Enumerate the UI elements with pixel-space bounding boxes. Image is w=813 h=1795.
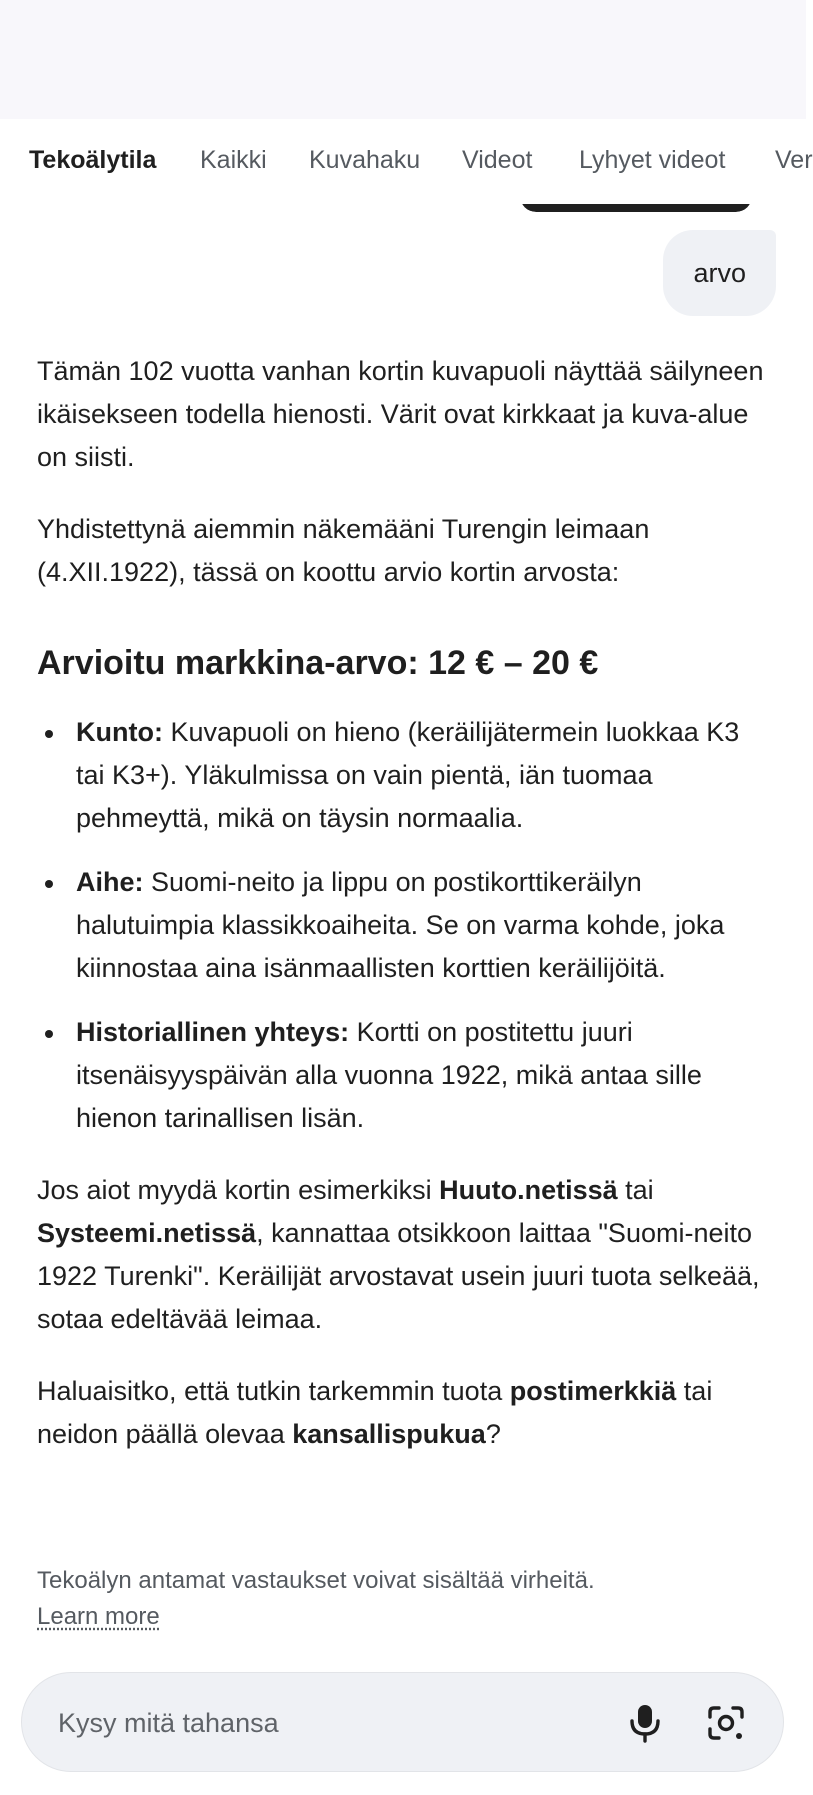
camera-lens-icon[interactable] xyxy=(706,1703,746,1743)
microphone-icon[interactable] xyxy=(627,1703,663,1743)
tab-short-videos[interactable]: Lyhyet videot xyxy=(579,146,726,174)
ask-anything-bar[interactable] xyxy=(21,1672,784,1772)
disclaimer-text: Tekoälyn antamat vastaukset voivat sisältää virheitä. xyxy=(37,1567,595,1594)
top-blank-area xyxy=(0,0,806,119)
tab-all[interactable]: Kaikki xyxy=(200,146,267,174)
tab-videos[interactable]: Videot xyxy=(462,146,533,174)
search-input[interactable]: Kysy mitä tahansa xyxy=(58,1708,279,1738)
answer-list xyxy=(37,711,773,1140)
user-query-bubble: arvo xyxy=(663,230,776,316)
previous-card-edge xyxy=(520,196,752,212)
list-item: Historiallinen yhteys: Kortti on postitettu juuri itsenäisyyspäivän alla vuonna 1922, mikä antaa sille hienon tarinallisen lisän. xyxy=(37,1011,773,1140)
tab-images[interactable]: Kuvahaku xyxy=(309,146,421,174)
search-tabs xyxy=(0,119,813,203)
tab-more[interactable]: Ver xyxy=(775,146,813,174)
answer-paragraph: Yhdistettynä aiemmin näkemääni Turengin leimaan (4.XII.1922), tässä on koottu arvio kortin arvosta: xyxy=(37,514,650,587)
list-item: Aihe: Suomi-neito ja lippu on postikorttikeräilyn halutuimpia klassikkoaiheita. Se on varma kohde, joka kiinnostaa aina isänmaallisten korttien keräilijöitä. xyxy=(37,861,773,990)
ai-disclaimer xyxy=(37,1563,773,1635)
learn-more-link[interactable]: Learn more xyxy=(37,1603,160,1630)
answer-paragraph: Jos aiot myydä kortin esimerkiksi Huuto.netissä tai Systeemi.netissä, kannattaa otsikkoon laittaa "Suomi-neito 1922 Turenki". Keräilijät arvostavat usein juuri tuota selkeää, sotaa edeltävää leimaa. xyxy=(37,1175,760,1334)
tab-ai-mode[interactable]: Tekoälytila xyxy=(29,146,157,174)
answer-heading: Arvioitu markkina-arvo: 12 € – 20 € xyxy=(37,644,599,682)
answer-paragraph: Haluaisitko, että tutkin tarkemmin tuota postimerkkiä tai neidon päällä olevaa kansallispukua? xyxy=(37,1376,713,1449)
list-item: Kunto: Kuvapuoli on hieno (keräilijätermein luokkaa K3 tai K3+). Yläkulmissa on vain pientä, iän tuomaa pehmeyttä, mikä on täysin normaalia. xyxy=(37,711,773,840)
answer-paragraph: Tämän 102 vuotta vanhan kortin kuvapuoli näyttää säilyneen ikäisekseen todella hienosti. Värit ovat kirkkaat ja kuva-alue on siisti. xyxy=(37,356,764,472)
ai-answer xyxy=(37,350,773,1485)
